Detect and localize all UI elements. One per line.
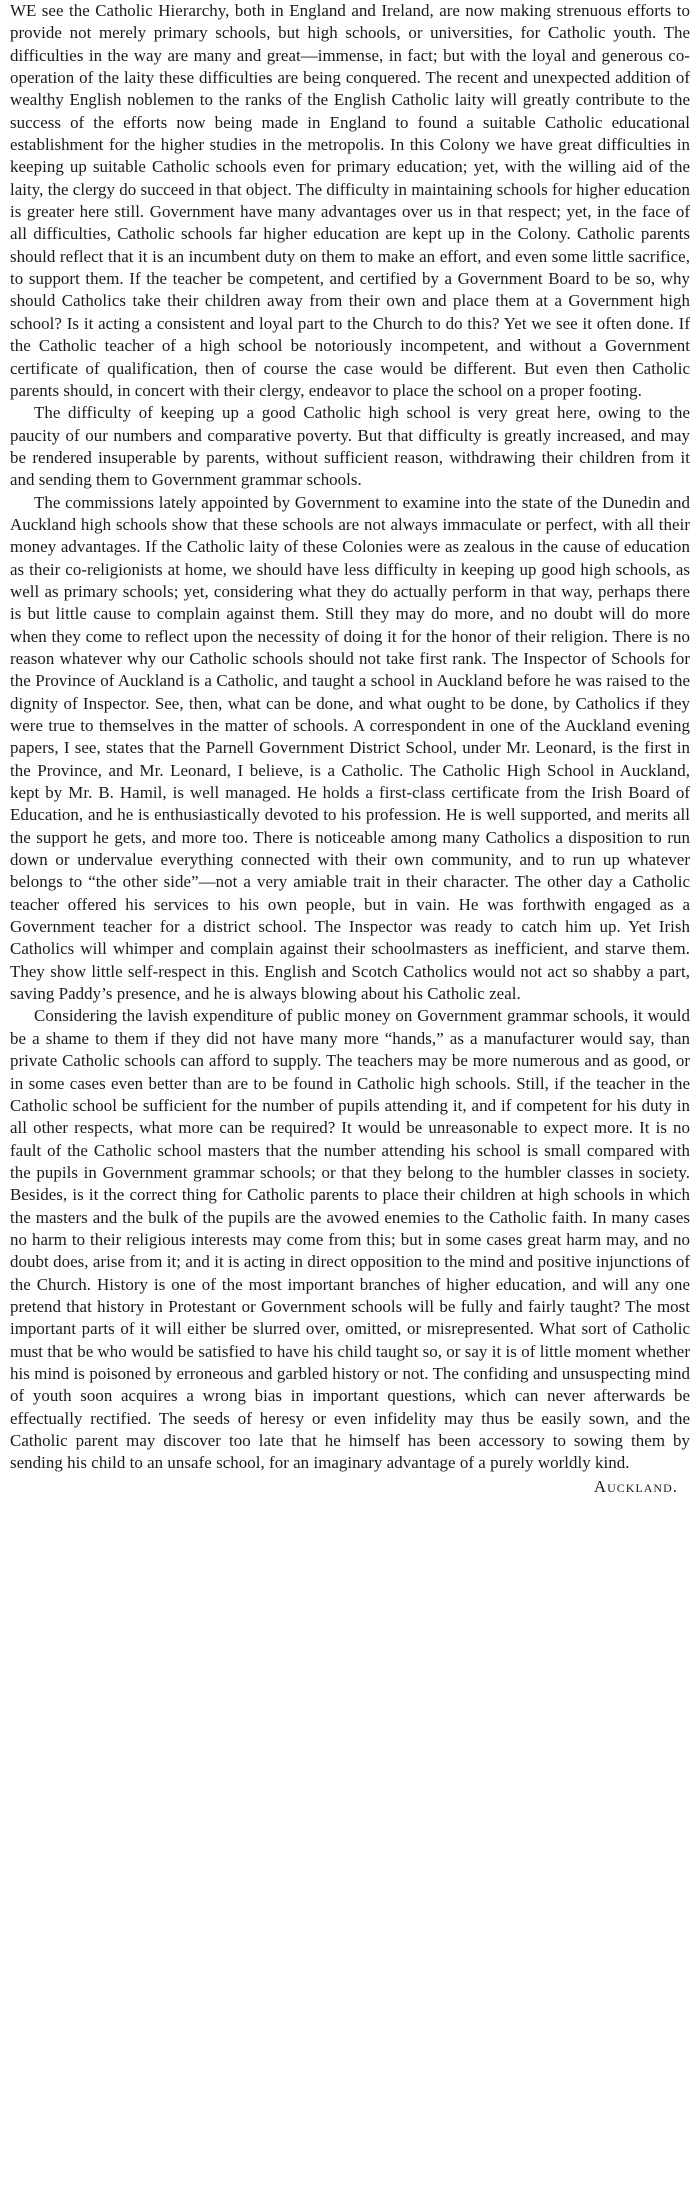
article-paragraph-4: Considering the lavish expenditure of public money on Government grammar schools, it would be a shame to them if they did not have many more “hands,” as a manufacturer would say, than private Catholic schools can afford to supply. The teachers may be more numerous and as good, or in some cases even better than are to be found in Catholic high schools. Still, if the teacher in the Catholic school be sufficient for the number of pupils attending it, and if competent for his duty in all other respects, what more can be required? It would be unreasonable to expect more. It is no fault of the Catholic school masters that the number attending his school is small compared with the pupils in Government grammar schools; or that they belong to the humbler classes in society. Besides, is it the correct thing for Catholic parents to place their children at high schools in which the masters and the bulk of the pupils are the avowed enemies to the Catholic faith. In many cases no harm to their religious interests may come from this; but in some cases great harm may, and no doubt does, arise from it; and it is acting in direct opposition to the mind and positive injunctions of the Church. History is one of the most important branches of higher education, and will any one pretend that history in Protestant or Government schools will be fully and fairly taught? The most important parts of it will either be slurred over, omitted, or misrepresented. What sort of Catholic must that be who would be satisfied to have his child taught so, or say it is of little moment whether his mind is poisoned by erroneous and garbled history or not. The confiding and unsuspecting mind of youth soon acquires a wrong bias in important questions, which can never afterwards be effectually rectified. The seeds of heresy or even infidelity may thus be easily sown, and the Catholic parent may discover too late that he himself has been accessory to sowing them by sending his child to an unsafe school, for an imaginary advantage of a purely worldly kind. [10, 1006, 690, 1473]
article-paragraph-1: WE see the Catholic Hierarchy, both in England and Ireland, are now making strenuous efforts to provide not merely primary schools, but high schools, or universities, for Catholic youth. The difficulties in the way are many and great—immense, in fact; but with the loyal and generous co-operation of the laity these difficulties are being conquered. The recent and unexpected addition of wealthy English noblemen to the ranks of the English Catholic laity will greatly contribute to the success of the efforts now being made in England to found a suitable Catholic educational establishment for the higher studies in the metropolis. In this Colony we have great difficulties in keeping up suitable Catholic schools even for primary education; yet, with the willing aid of the laity, the clergy do succeed in that object. The difficulty in maintaining schools for higher education is greater here still. Government have many advantages over us in that respect; yet, in the face of all difficulties, Catholic schools far higher education are kept up in the Colony. Catholic parents should reflect that it is an incumbent duty on them to make an effort, and even some little sacrifice, to support them. If the teacher be competent, and certified by a Government Board to be so, why should Catholics take their children away from their own and place them at a Government high school? Is it acting a consistent and loyal part to the Church to do this? Yet we see it often done. If the Catholic teacher of a high school be notoriously incompetent, and without a Government certificate of qualification, then of course the case would be different. But even then Catholic parents should, in concert with their clergy, endeavor to place the school on a proper footing. [10, 1, 690, 400]
article-signature: Auckland. [593, 1476, 678, 1496]
article-body [10, 0, 690, 1498]
article-paragraph-2: The difficulty of keeping up a good Catholic high school is very great here, owing to the paucity of our numbers and comparative poverty. But that difficulty is greatly increased, and may be rendered insuperable by parents, without sufficient reason, withdrawing their children from it and sending them to Government grammar schools. [10, 403, 690, 490]
article-paragraph-3: The commissions lately appointed by Government to examine into the state of the Dunedin and Auckland high schools show that these schools are not always immaculate or perfect, with all their money advantages. If the Catholic laity of these Colonies were as zealous in the cause of education as their co-religionists at home, we should have less difficulty in keeping up good high schools, as well as primary schools; yet, considering what they do actually perform in that way, perhaps there is but little cause to complain against them. Still they may do more, and no doubt will do more when they come to reflect upon the necessity of doing it for the honor of their religion. There is no reason whatever why our Catholic schools should not take first rank. The Inspector of Schools for the Province of Auckland is a Catholic, and taught a school in Auckland before he was raised to the dignity of Inspector. See, then, what can be done, and what ought to be done, by Catholics if they were true to themselves in the matter of schools. A correspondent in one of the Auckland evening papers, I see, states that the Parnell Government District School, under Mr. Leonard, is the first in the Province, and Mr. Leonard, I believe, is a Catholic. The Catholic High School in Auckland, kept by Mr. B. Hamil, is well managed. He holds a first-class certificate from the Irish Board of Education, and he is enthusiastically devoted to his profession. He is well supported, and merits all the support he gets, and more too. There is noticeable among many Catholics a disposition to run down or undervalue everything connected with their own community, and to run up whatever belongs to “the other side”—not a very amiable trait in their character. The other day a Catholic teacher offered his services to his own people, but in vain. He was forthwith engaged as a Government teacher for a district school. The Inspector was ready to catch him up. Yet Irish Catholics will whimper and complain against their schoolmasters as inefficient, and starve them. They show little self-respect in this. English and Scotch Catholics would not act so shabby a part, saving Paddy’s presence, and he is always blowing about his Catholic zeal. [10, 492, 690, 1004]
